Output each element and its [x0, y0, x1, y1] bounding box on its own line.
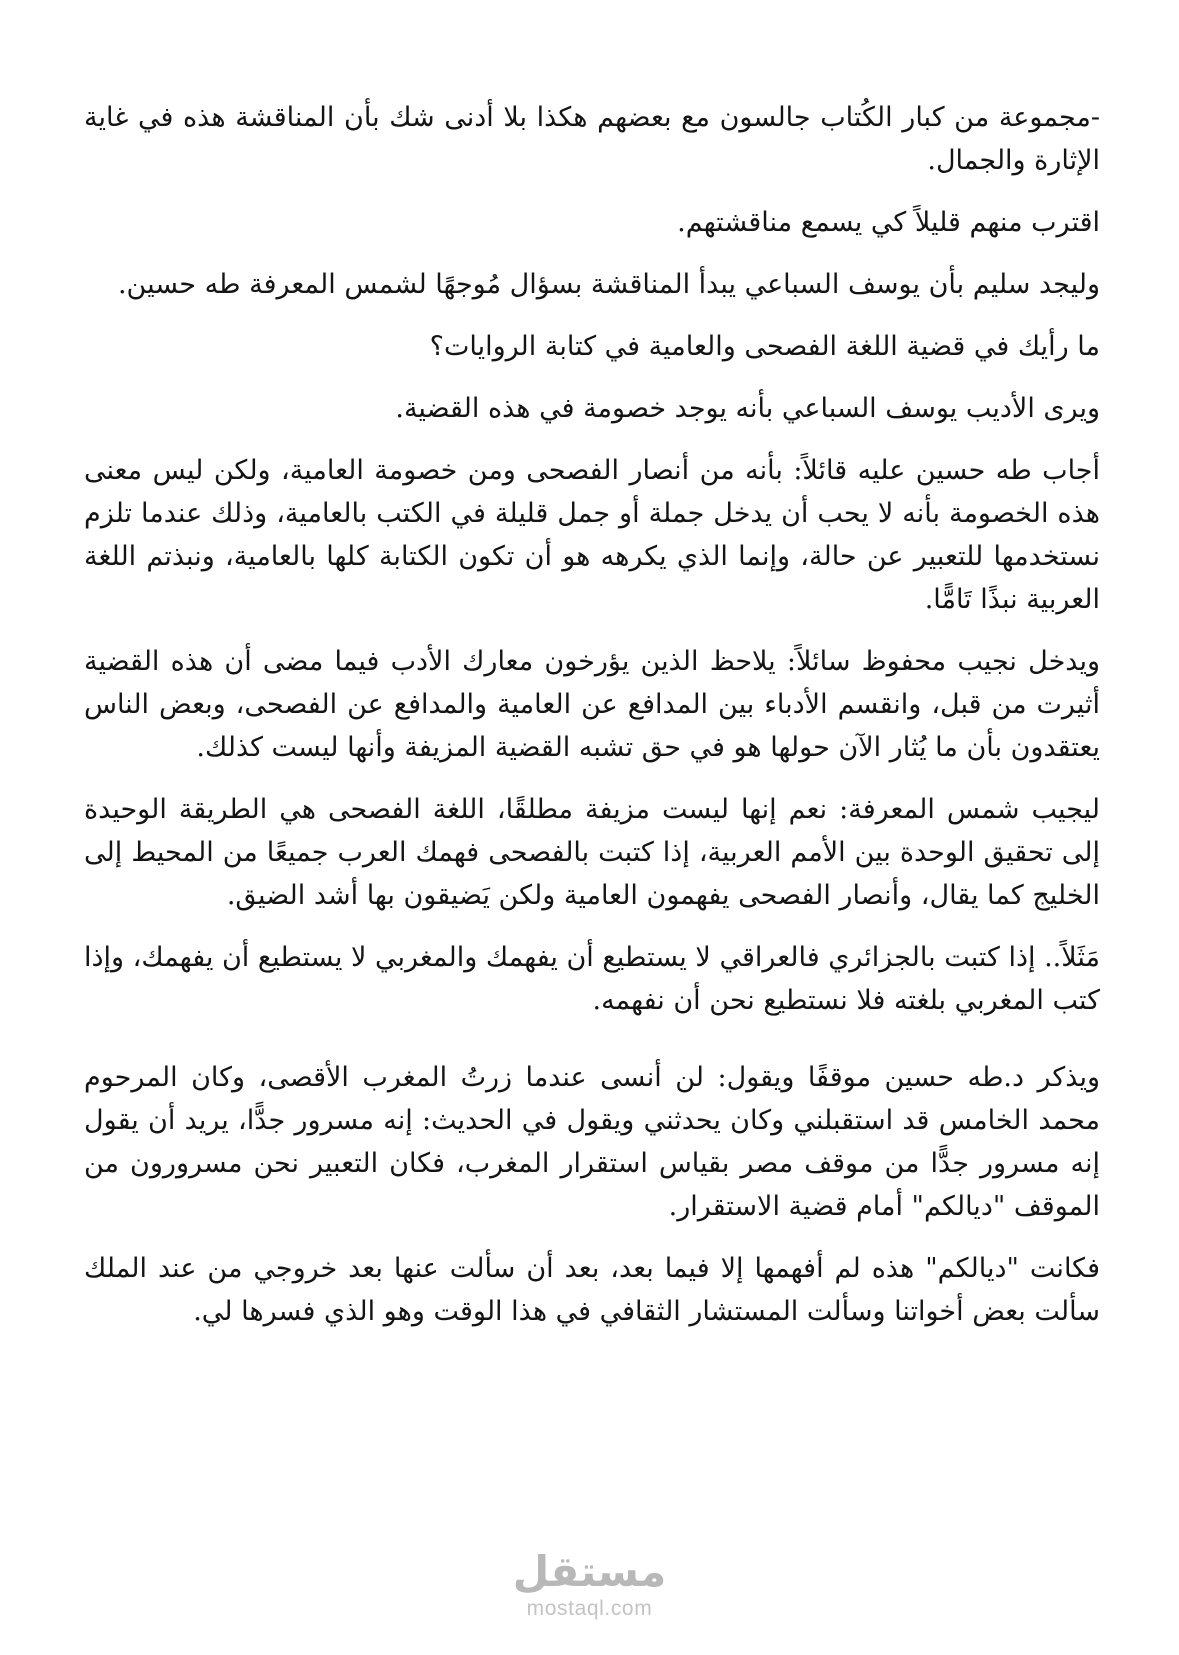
paragraph-question-fusha-ammiya: ما رأيك في قضية اللغة الفصحى والعامية في كتابة الروايات؟ — [429, 331, 1100, 362]
paragraph-morocco-story: ويذكر د.طه حسين موقفًا ويقول: لن أنسى عندما زرتُ المغرب الأقصى، وكان المرحوم محمد الخامس قد استقبلني وكان يحدثني ويقول في الحديث: إنه مسرور جدًّا، يريد أن يقول إنه مسرور جدًّا من موقف مصر بقياس استقرار المغرب، فكان التعبير نحن مسرورون من الموقف "ديالكم" أمام قضية الاستقرار. — [84, 1062, 1100, 1222]
mostaql-url-text: mostaql.com — [526, 1597, 653, 1620]
paragraph-dialkom-explanation: فكانت "ديالكم" هذه لم أفهمها إلا فيما بعد، بعد أن سألت عنها بعد خروجي من عند الملك سألت بعض أخواتنا وسألت المستشار الثقافي في هذا الوقت وهو الذي فسرها لي. — [84, 1253, 1100, 1327]
paragraph-writers-discussion: -مجموعة من كبار الكُتاب جالسون مع بعضهم هكذا بلا أدنى شك بأن المناقشة هذه في غاية الإثارة والجمال. — [84, 102, 1100, 176]
paragraph-sebai-opinion: ويرى الأديب يوسف السباعي بأنه يوجد خصومة في هذه القضية. — [395, 393, 1100, 424]
paragraph-sebai-question-intro: وليجد سليم بأن يوسف السباعي يبدأ المناقشة بسؤال مُوجهًا لشمس المعرفة طه حسين. — [117, 269, 1100, 300]
paragraph-dialects-example: مَثَلاً.. إذا كتبت بالجزائري فالعراقي لا يستطيع أن يفهمك والمغربي لا يستطيع أن يفهمك، وإذا كتب المغربي بلغته فلا نستطيع نحن أن نفهمه. — [84, 942, 1100, 1016]
paragraph-naguib-mahfouz-question: ويدخل نجيب محفوظ سائلاً: يلاحظ الذين يؤرخون معارك الأدب فيما مضى أن هذه القضية أثيرت من قبل، وانقسم الأدباء بين المدافع عن العامية والمدافع عن الفصحى، وبعض الناس يعتقدون بأن ما يُثار الآن حولها هو في حق تشبه القضية المزيفة وأنها ليست كذلك. — [84, 646, 1100, 763]
document-text — [84, 96, 1100, 1352]
paragraph-approach: اقترب منهم قليلاً كي يسمع مناقشتهم. — [677, 207, 1100, 238]
mostaql-watermark — [0, 1546, 1179, 1621]
paragraph-shams-almaarifa-reply: ليجيب شمس المعرفة: نعم إنها ليست مزيفة مطلقًا، اللغة الفصحى هي الطريقة الوحيدة إلى تحقيق الوحدة بين الأمم العربية، إذا كتبت بالفصحى فهمك العرب جميعًا من المحيط إلى الخليج كما يقال، وأنصار الفصحى يفهمون العامية ولكن يَضيقون بها أشد الضيق. — [84, 794, 1100, 911]
paragraph-taha-hussein-answer: أجاب طه حسين عليه قائلاً: بأنه من أنصار الفصحى ومن خصومة العامية، ولكن ليس معنى هذه الخصومة بأنه لا يحب أن يدخل جملة أو جمل قليلة في الكتب بالعامية، وذلك عندما تلزم نستخدمها للتعبير عن حالة، وإنما الذي يكرهه هو أن تكون الكتابة كلها بالعامية، ونبذتم اللغة العربية نبذًا تَامًّا. — [84, 455, 1100, 615]
mostaql-logo: مستقل — [512, 1546, 667, 1596]
